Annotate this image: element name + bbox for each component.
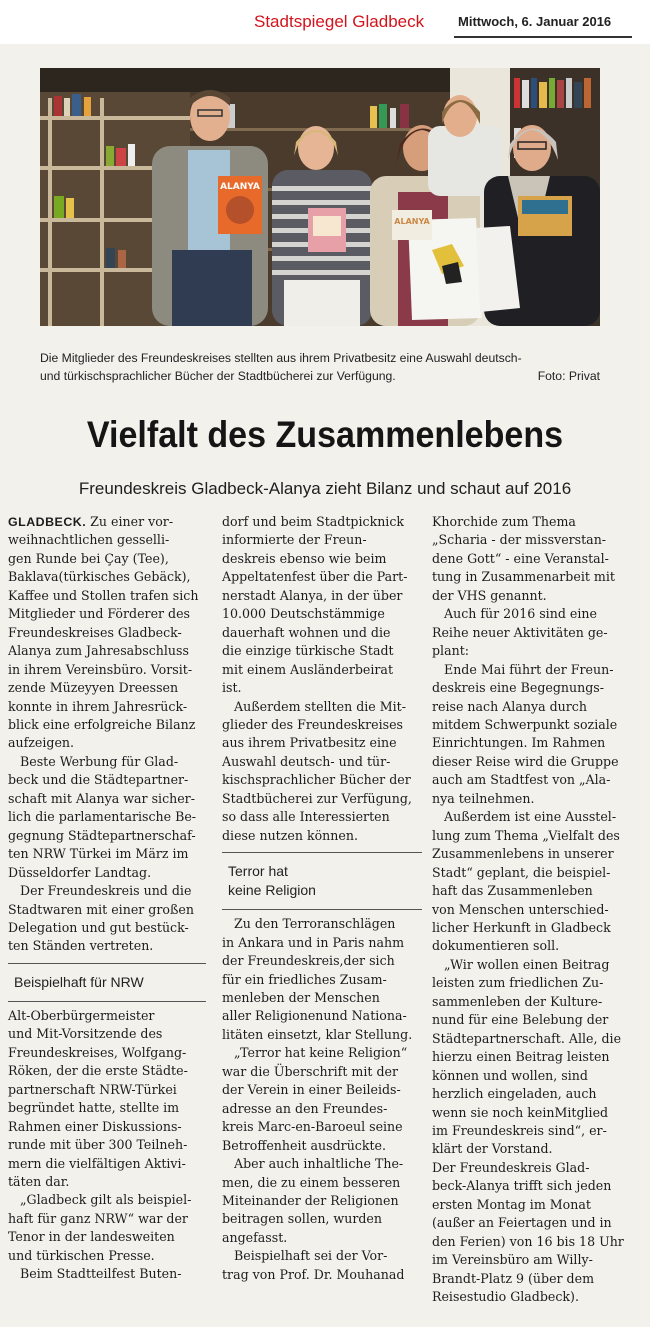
text-line: haft das Zusammenleben bbox=[432, 883, 593, 899]
text-line: Beim Stadtteilfest Buten- bbox=[20, 1266, 182, 1282]
paragraph bbox=[222, 1247, 422, 1284]
paragraph bbox=[222, 1044, 422, 1155]
crosshead bbox=[8, 963, 206, 1002]
paragraph bbox=[8, 531, 206, 752]
text-line: gen Runde bei Çay (Tee), bbox=[8, 550, 169, 566]
text-line: der Freundeskreis,der sich bbox=[222, 953, 395, 969]
text-line: Der Freundeskreis und die bbox=[20, 883, 192, 899]
article-column-1 bbox=[8, 513, 206, 1284]
masthead-rule bbox=[454, 36, 632, 38]
photo-caption bbox=[40, 349, 600, 385]
text-line: Außerdem stellten die Mit- bbox=[234, 698, 406, 714]
text-line: litäten einsetzt, klar Stellung. bbox=[222, 1026, 413, 1042]
text-line: Miteinander der Religionen bbox=[222, 1192, 399, 1208]
text-line: mern die vielfältigen Aktivi- bbox=[8, 1155, 186, 1171]
text-line: beitragen sollen, wurden bbox=[222, 1211, 382, 1227]
text-line: täten dar. bbox=[8, 1173, 70, 1189]
svg-text:ALANYA: ALANYA bbox=[220, 182, 260, 192]
text-line: herzlich eingeladen, auch bbox=[432, 1086, 597, 1102]
text-line: von Menschen unterschied- bbox=[432, 901, 609, 917]
text-line: Beispielhaft sei der Vor- bbox=[234, 1248, 388, 1264]
text-line: wenn sie noch keinMitglied bbox=[432, 1104, 609, 1120]
text-line: können und wollen, sind bbox=[432, 1067, 588, 1083]
text-line: dorf und beim Stadtpicknick bbox=[222, 514, 405, 529]
text-line: Kaffee und Stollen trafen sich bbox=[8, 587, 199, 603]
article-photo bbox=[40, 68, 600, 326]
text-line: ten Ständen vertreten. bbox=[8, 938, 154, 954]
text-line: Alt-Oberbürgermeister bbox=[8, 1007, 155, 1023]
text-line: Rahmen einer Diskussions- bbox=[8, 1118, 182, 1134]
text-line: deskreis ebenso wie beim bbox=[222, 550, 387, 566]
paragraph bbox=[222, 1155, 422, 1247]
text-line: GLADBECK. Zu einer vor- bbox=[8, 514, 174, 529]
text-line: gegnung Städtepartnerschaf- bbox=[8, 827, 196, 843]
text-line: deskreis eine Begegnungs- bbox=[432, 680, 605, 696]
crosshead bbox=[222, 852, 422, 910]
text-line: Beispielhaft für NRW bbox=[14, 973, 144, 990]
text-line: und türkischen Presse. bbox=[8, 1247, 155, 1263]
text-line: Reisestudio Gladbeck). bbox=[432, 1289, 579, 1305]
text-line: Auswahl deutsch- und tür- bbox=[222, 753, 391, 769]
paragraph bbox=[222, 915, 422, 1044]
text-line: hierzu einen Beitrag leisten bbox=[432, 1049, 610, 1065]
text-line: Mitglieder und Förderer des bbox=[8, 606, 191, 622]
paragraph bbox=[432, 605, 640, 660]
text-line: weihnachtlichen gesselli- bbox=[8, 532, 170, 548]
text-line: auch am Stadtfest von „Ala- bbox=[432, 772, 611, 788]
text-line: (außer an Feiertagen und in bbox=[432, 1215, 612, 1231]
text-line: Baklava(türkisches Gebäck), bbox=[8, 569, 191, 585]
text-line: nund für eine Belebung der bbox=[432, 1012, 609, 1028]
caption-line: und türkischsprachlicher Bücher der Stadtbücherei zur Verfügung. bbox=[40, 369, 396, 383]
text-line: für ein friedliches Zusam- bbox=[222, 971, 387, 987]
text-line: kreis Marc-en-Baroeul seine bbox=[222, 1119, 403, 1135]
text-line: Stadt“ geplant, die beispiel- bbox=[432, 864, 611, 880]
paragraph bbox=[432, 1159, 640, 1307]
text-line: so dass alle Interessierten bbox=[222, 809, 390, 825]
paragraph bbox=[8, 1265, 206, 1283]
text-line: in Ankara und in Paris nahm bbox=[222, 934, 405, 950]
paragraph bbox=[432, 956, 640, 1159]
text-line: im Vereinsbüro am Willy- bbox=[432, 1252, 593, 1268]
text-line: dokumentieren soll. bbox=[432, 938, 560, 954]
text-line: Auch für 2016 sind eine bbox=[444, 606, 597, 622]
dateline: GLADBECK. bbox=[8, 515, 87, 529]
text-line: ist. bbox=[222, 680, 242, 696]
text-line: Appeltatenfest über die Part- bbox=[222, 569, 408, 585]
text-line: Städtepartnerschaft. Alle, die bbox=[432, 1030, 622, 1046]
text-line: keine Religion bbox=[228, 882, 316, 899]
headline: Vielfalt des Zusammenlebens bbox=[86, 414, 564, 455]
text-line: licher Herkunft in Gladbeck bbox=[432, 919, 611, 935]
article-column-2 bbox=[222, 513, 422, 1284]
text-line: „Wir wollen einen Beitrag bbox=[444, 956, 610, 972]
text-line: mit einem Ausländerbeirat bbox=[222, 661, 394, 677]
text-line: Düsseldorfer Landtag. bbox=[8, 864, 152, 880]
issue-date: Mittwoch, 6. Januar 2016 bbox=[458, 14, 612, 29]
text-line: der Verein in einer Beileids- bbox=[222, 1082, 401, 1098]
text-line: Stadtbücherei zur Verfügung, bbox=[222, 790, 412, 806]
text-line: angefasst. bbox=[222, 1229, 288, 1245]
text-line: Beste Werbung für Glad- bbox=[20, 753, 179, 769]
text-line: Der Freundeskreis Glad- bbox=[432, 1159, 590, 1175]
text-line: zende Müzeyyen Dreessen bbox=[8, 680, 179, 696]
text-line: glieder des Freundeskreises bbox=[222, 716, 404, 732]
text-line: Reihe neuer Aktivitäten ge- bbox=[432, 624, 608, 640]
text-line: aller Religionenund Nationa- bbox=[222, 1008, 407, 1024]
text-line: Röken, der die erste Städte- bbox=[8, 1063, 188, 1079]
text-line: „Gladbeck gilt als beispiel- bbox=[20, 1192, 192, 1208]
paper-name: Stadtspiegel Gladbeck bbox=[254, 12, 425, 31]
text-line: lich die parlamentarische Be- bbox=[8, 809, 197, 825]
text-line: 10.000 Deutschstämmige bbox=[222, 606, 385, 622]
article-column-3 bbox=[432, 513, 640, 1306]
text-line: nya teilnehmen. bbox=[432, 790, 535, 806]
text-line: dauerhaft wohnen und die bbox=[222, 624, 391, 640]
paragraph bbox=[432, 808, 640, 956]
text-line: dieser Reise wird die Gruppe bbox=[432, 753, 619, 769]
photo-credit: Foto: Privat bbox=[537, 369, 600, 383]
text-line: trag von Prof. Dr. Mouhanad bbox=[222, 1266, 405, 1282]
svg-text:ALANYA: ALANYA bbox=[394, 217, 430, 226]
text-line: Aber auch inhaltliche The- bbox=[234, 1156, 404, 1172]
text-line: Khorchide zum Thema bbox=[432, 514, 576, 529]
text-line: blick eine erfolgreiche Bilanz bbox=[8, 716, 196, 732]
text-line: konnte in ihrem Jahresrück- bbox=[8, 698, 188, 714]
text-line: beck-Alanya trifft sich jeden bbox=[432, 1178, 612, 1194]
text-line: menleben der Menschen bbox=[222, 989, 380, 1005]
text-line: runde mit über 300 Teilneh- bbox=[8, 1137, 188, 1153]
paragraph bbox=[8, 1007, 206, 1192]
text-line: aus ihrem Privatbesitz eine bbox=[222, 735, 397, 751]
text-line: dene Gott“ - eine Veranstal- bbox=[432, 550, 609, 566]
text-line: Betroffenheit ausdrückte. bbox=[222, 1137, 387, 1153]
text-line: haft für ganz NRW“ war der bbox=[8, 1210, 188, 1226]
subheadline: Freundeskreis Gladbeck-Alanya zieht Bilanz und schaut auf 2016 bbox=[78, 479, 572, 498]
text-line: informierte der Freun- bbox=[222, 532, 367, 548]
text-line: partnerschaft NRW-Türkei bbox=[8, 1081, 177, 1097]
text-line: kischsprachlicher Bücher der bbox=[222, 772, 411, 788]
text-line: Zusammenlebens in unserer bbox=[432, 846, 614, 862]
text-line: Terror hat bbox=[228, 863, 288, 880]
text-line: leisten zum friedlichen Zu- bbox=[432, 975, 604, 991]
text-line: plant: bbox=[432, 643, 470, 659]
text-line: Zu den Terroranschlägen bbox=[234, 916, 396, 932]
text-line: Einrichtungen. Im Rahmen bbox=[432, 735, 606, 751]
text-line: sammenleben der Kulture- bbox=[432, 993, 603, 1009]
paragraph bbox=[432, 661, 640, 809]
text-line: diese nutzen können. bbox=[222, 827, 358, 843]
text-line: Außerdem ist eine Ausstel- bbox=[444, 809, 617, 825]
text-line: war die Überschrift mit der bbox=[222, 1063, 398, 1079]
text-line: lung zum Thema „Vielfalt des bbox=[432, 827, 620, 843]
text-line: Stadtwaren mit einer großen bbox=[8, 901, 194, 917]
text-line: im Freundeskreis sind“, er- bbox=[432, 1122, 607, 1138]
text-line: Brandt-Platz 9 (über dem bbox=[432, 1270, 595, 1286]
paragraph bbox=[8, 753, 206, 882]
paragraph bbox=[222, 513, 422, 698]
text-line: und Mit-Vorsitzende des bbox=[8, 1026, 163, 1042]
text-line: tung in Zusammenarbeit mit bbox=[432, 569, 615, 585]
text-line: begründet hatte, stellte im bbox=[8, 1100, 180, 1116]
paragraph bbox=[8, 882, 206, 956]
text-line: Ende Mai führt der Freun- bbox=[444, 661, 614, 677]
text-line: der VHS genannt. bbox=[432, 587, 547, 603]
text-line: adresse an den Freundes- bbox=[222, 1100, 388, 1116]
text-line: beck und die Städtepartner- bbox=[8, 772, 189, 788]
photo-illustration bbox=[40, 68, 600, 326]
text-line: ten NRW Türkei im März im bbox=[8, 846, 189, 862]
caption-line: Die Mitglieder des Freundeskreises stellten aus ihrem Privatbesitz eine Auswahl deutsch- bbox=[40, 351, 522, 365]
masthead bbox=[0, 0, 650, 44]
paragraph bbox=[222, 698, 422, 846]
text-line: schaft mit Alanya war sicher- bbox=[8, 790, 195, 806]
text-line: aufzeigen. bbox=[8, 735, 75, 751]
text-line: reise nach Alanya durch bbox=[432, 698, 587, 714]
text-line: men, die zu einem besseren bbox=[222, 1174, 401, 1190]
text-line: Tenor in der landesweiten bbox=[8, 1229, 175, 1245]
text-line: die einzige türkische Stadt bbox=[222, 643, 394, 659]
text-line: den Ferien) von 16 bis 18 Uhr bbox=[432, 1233, 624, 1249]
text-line: „Scharia - der missverstan- bbox=[432, 532, 607, 548]
text-line: Freundeskreises Gladbeck- bbox=[8, 624, 182, 640]
paragraph bbox=[432, 513, 640, 605]
text-line: nerstadt Alanya, in der über bbox=[222, 587, 403, 603]
text-line: in ihrem Vereinsbüro. Vorsit- bbox=[8, 661, 193, 677]
text-line: Freundeskreises, Wolfgang- bbox=[8, 1044, 187, 1060]
text-line: Alanya zum Jahresabschluss bbox=[8, 643, 189, 659]
text-line: klärt der Vorstand. bbox=[432, 1141, 553, 1157]
text-line: ersten Montag im Monat bbox=[432, 1196, 591, 1212]
text-line: mitdem Schwerpunkt soziale bbox=[432, 716, 618, 732]
paragraph bbox=[8, 1191, 206, 1265]
text-line: „Terror hat keine Religion“ bbox=[234, 1045, 408, 1061]
text-line: Delegation und gut bestück- bbox=[8, 919, 189, 935]
